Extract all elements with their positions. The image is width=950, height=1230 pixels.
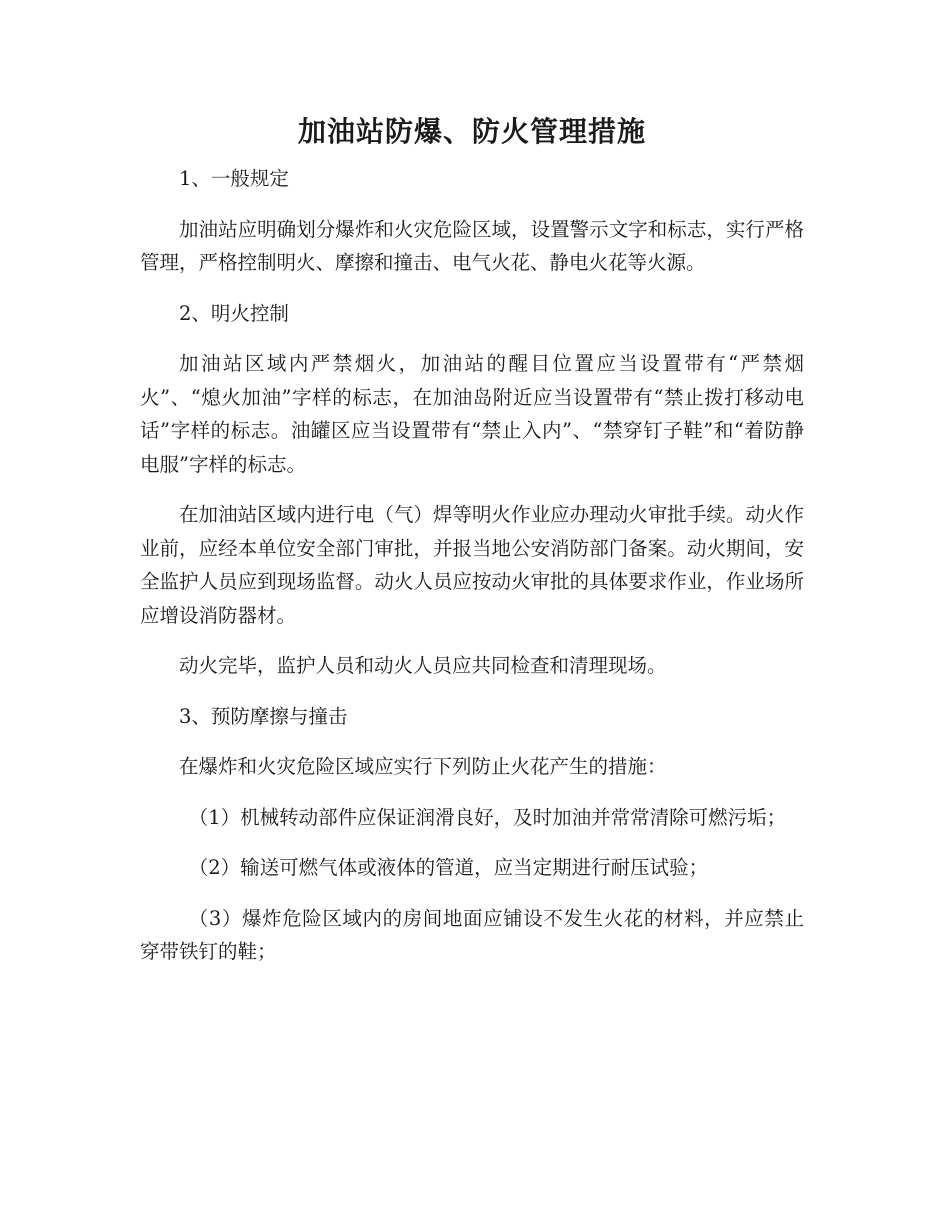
section-heading-general: 1、一般规定 <box>179 167 289 190</box>
list-item-2: （2）输送可燃气体或液体的管道，应当定期进行耐压试验； <box>188 856 709 879</box>
paragraph-general-rules: 加油站应明确划分爆炸和火灾危险区域，设置警示文字和标志，实行严格管理，严格控制明火、摩擦和撞击、电气火花、静电火花等火源。 <box>140 217 804 274</box>
paragraph-hot-work-approval: 在加油站区域内进行电（气）焊等明火作业应办理动火审批手续。动火作业前，应经本单位安全部门审批，并报当地公安消防部门备案。动火期间，安全监护人员应到现场监督。动火人员应按动火审批的具体要求作业，作业场所应增设消防器材。 <box>140 503 804 627</box>
list-item-1: （1）机械转动部件应保证润滑良好，及时加油并常常清除可燃污垢； <box>188 805 787 829</box>
section-heading-open-fire: 2、明火控制 <box>179 301 289 325</box>
section-heading-friction-impact: 3、预防摩擦与撞击 <box>179 704 348 728</box>
paragraph-spark-prevention-intro: 在爆炸和火灾危险区域应实行下列防止火花产生的措施： <box>179 755 667 778</box>
document-title: 加油站防爆、防火管理措施 <box>297 115 646 148</box>
list-item-3: （3）爆炸危险区域内的房间地面应铺设不发生火花的材料，并应禁止穿带铁钉的鞋； <box>140 906 804 963</box>
paragraph-no-smoking-signs: 加油站区域内严禁烟火，加油站的醒目位置应当设置带有“严禁烟火”、“熄火加油”字样的标志，在加油岛附近应当设置带有“禁止拨打移动电话”字样的标志。油罐区应当设置带有“禁止入内”、“禁穿钉子鞋”和“着防静电服”字样的标志。 <box>140 352 804 476</box>
paragraph-hot-work-completion: 动火完毕，监护人员和动火人员应共同检查和清理现场。 <box>179 654 667 677</box>
document-page <box>140 108 804 986</box>
